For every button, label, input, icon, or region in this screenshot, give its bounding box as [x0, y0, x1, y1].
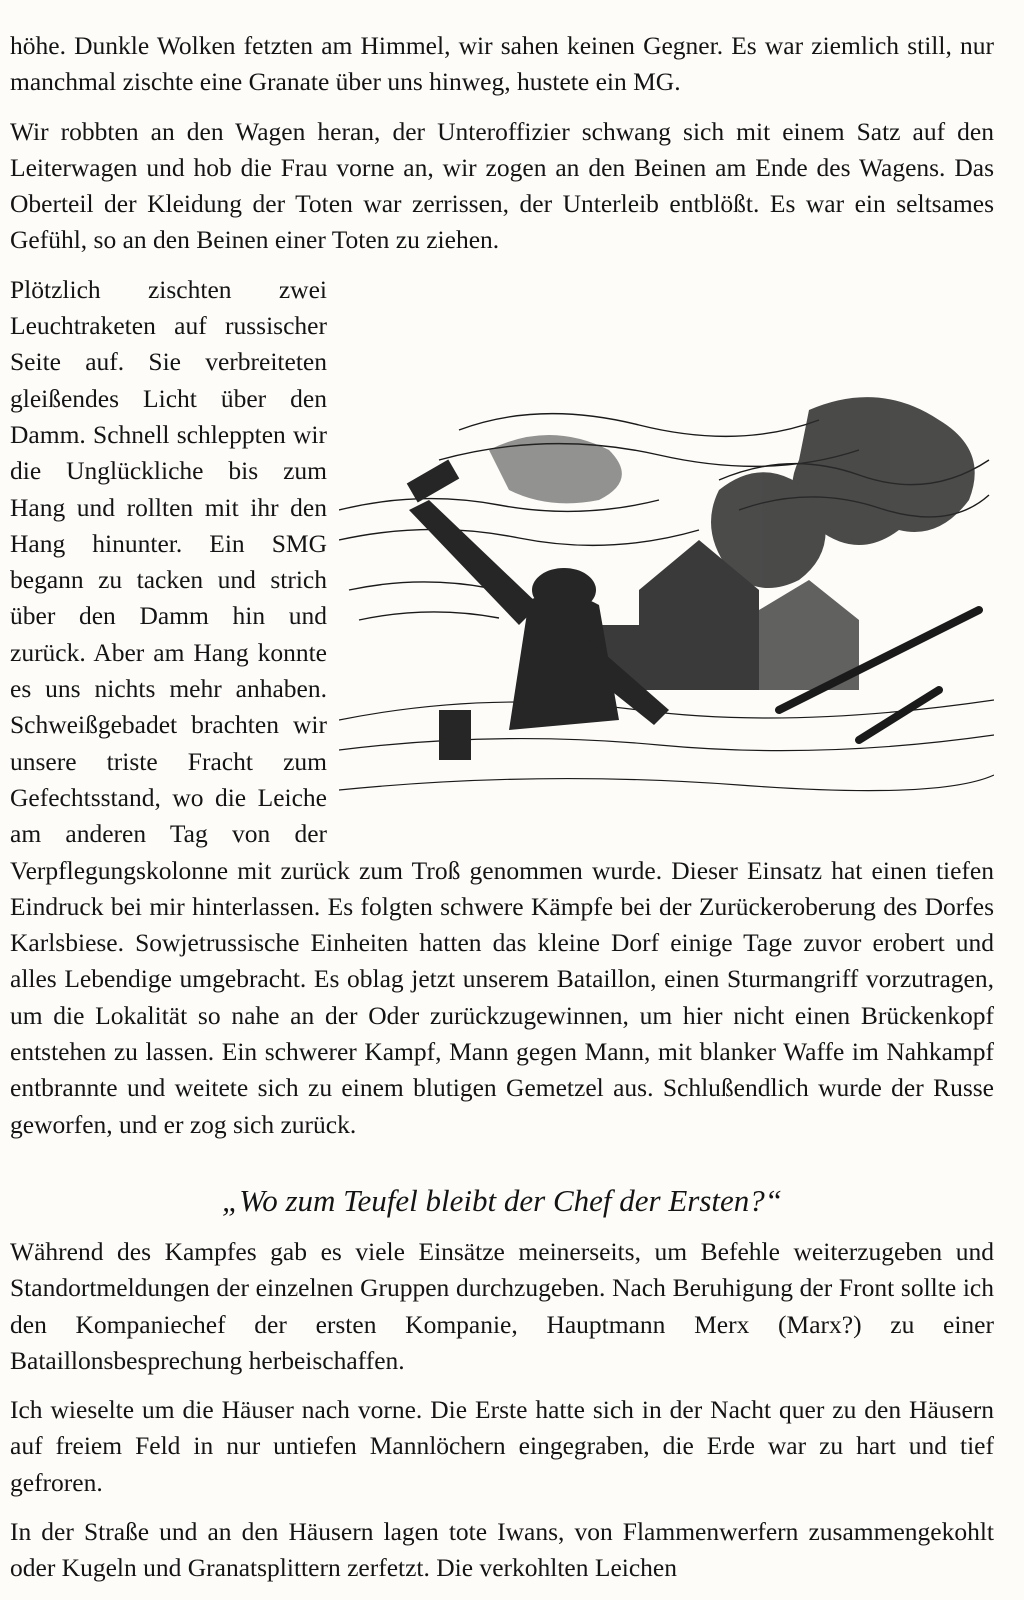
paragraph-4: Während des Kampfes gab es viele Einsätze meinerseits, um Befehle weiterzugeben und Standortmeldungen der einzelnen Gruppen durchzugeben. Nach Beruhigung der Front sollte ich den Kompaniechef der ersten Kompanie, Hauptmann Merx (Marx?) zu einer Bataillonsbesprechung herbeischaffen. [10, 1236, 994, 1375]
paragraph-5: Ich wieselte um die Häuser nach vorne. Die Erste hatte sich in der Nacht quer zu den Häusern auf freiem Feld in nur untiefen Mannlöchern eingegraben, die Erde war zu hart und tief gefroren. [10, 1395, 994, 1497]
battle-sketch-illustration [339, 390, 994, 826]
paragraph-1: höhe. Dunkle Wolken fetzten am Himmel, wir sahen keinen Gegner. Es war ziemlich still, nur manchmal zischte eine Granate über uns hinweg, hustete ein MG. [10, 31, 994, 97]
paragraph-3-block [10, 272, 994, 1143]
paragraph-2: Wir robbten an den Wagen heran, der Unteroffizier schwang sich mit einem Satz auf den Leiterwagen und hob die Frau vorne an, wir zogen an den Beinen am Ende des Wagens. Das Oberteil der Kleidung der Toten war zerrissen, der Unterleib entblößt. Es war ein seltsames Gefühl, so an den Beinen einer Toten zu ziehen. [10, 116, 994, 255]
book-page [10, 28, 994, 1600]
paragraph-6: In der Straße und an den Häusern lagen tote Iwans, von Flammenwerfern zusammengekohlt oder Kugeln und Granatsplittern zerfetzt. Die verkohlten Leichen [10, 1516, 994, 1583]
section-heading: „Wo zum Teufel bleibt der Chef der Ersten?“ [221, 1182, 783, 1218]
paragraph-3: Plötzlich zischten zwei Leuchtraketen auf russischer Seite auf. Sie verbreiteten gleißendes Licht über den Damm. Schnell schleppten wir die Unglückliche bis zum Hang und rollten mit ihr den Hang hinunter. Ein SMG begann zu tacken und strich über den Damm hin und zurück. Aber am Hang konnte es uns nichts mehr anhaben. Schweißgebadet brachten wir unsere triste Fracht zum Gefechtsstand, wo die Leiche am anderen Tag von der Verpflegungskolonne mit zurück zum Troß genommen wurde. Dieser Einsatz hat einen tiefen Eindruck bei mir hinterlassen. Es folgten schwere Kämpfe bei der Zurückeroberung des Dorfes Karlsbiese. Sowjetrussische Einheiten hatten das kleine Dorf einige Tage zuvor erobert und alles Lebendige umgebracht. Es oblag jetzt unserem Bataillon, einen Sturmangriff vorzutragen, um die Lokalität so nahe an der Oder zurückzugewinnen, um hier nicht einen Brückenkopf entstehen zu lassen. Ein schwerer Kampf, Mann gegen Mann, mit blanker Waffe im Nahkampf entbrannte und weitete sich zu einem blutigen Gemetzel aus. Schlußendlich wurde der Russe geworfen, und er zog sich zurück. [10, 274, 994, 1139]
illustration-icon [339, 390, 994, 826]
